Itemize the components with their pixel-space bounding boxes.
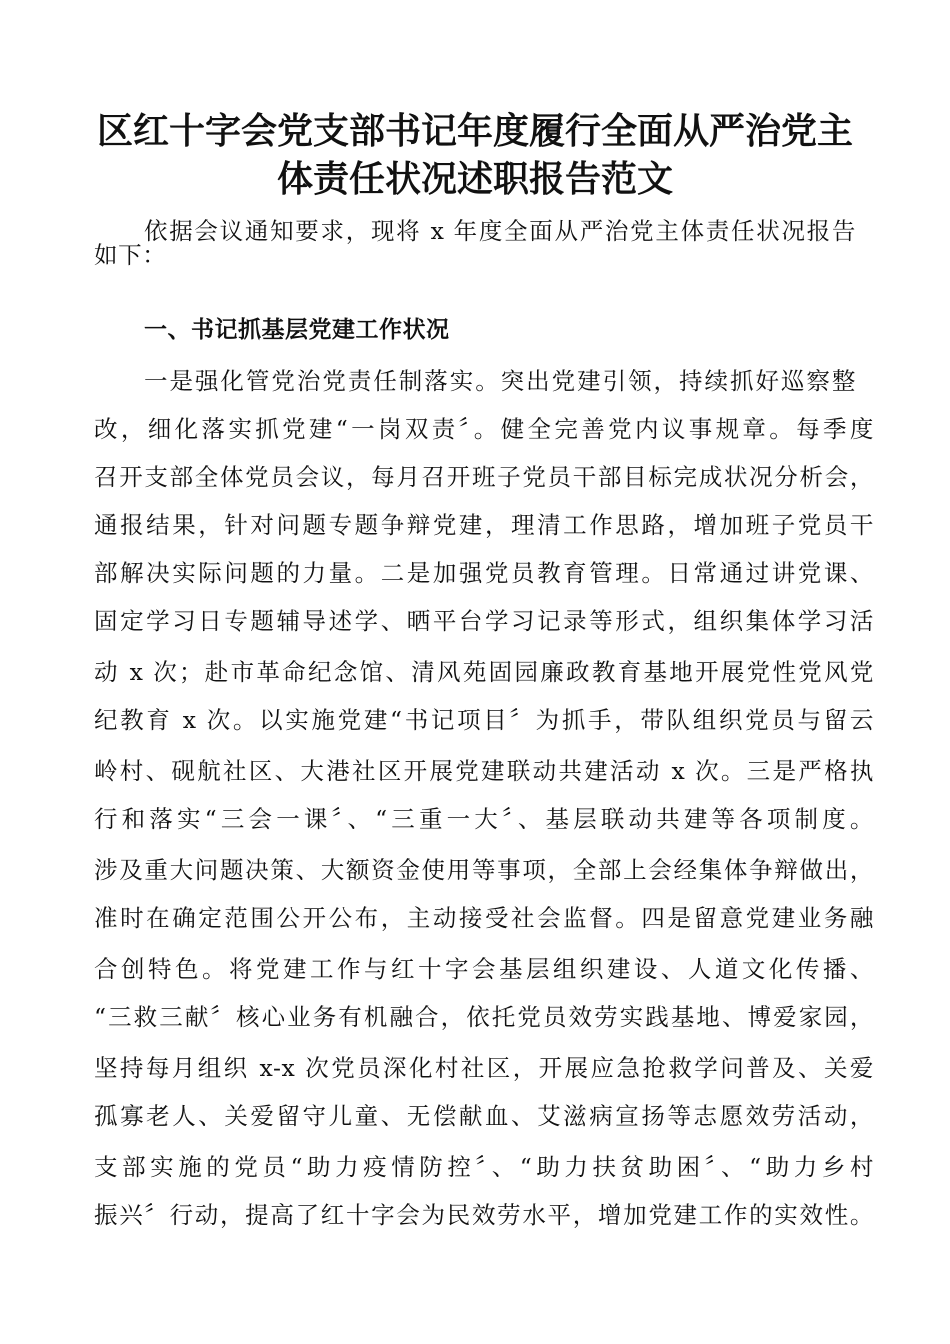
body-line-15: 坚持每月组织 x-x 次党员深化村社区，开展应急抢救学问普及、关爱: [94, 1054, 874, 1082]
body-line-14: “三救三献〞核心业务有机融合，依托党员效劳实践基地、博爱家园，: [94, 1003, 874, 1031]
body-line-16: 孤寡老人、关爱留守儿童、无偿献血、艾滋病宣扬等志愿效劳活动，: [94, 1102, 874, 1130]
title-line-1: 区红十字会党支部书记年度履行全面从严治党主: [96, 111, 853, 152]
body-line-9: 岭村、砚航社区、大港社区开展党建联动共建活动 x 次。三是严格执: [94, 757, 874, 785]
intro-line-1: 依据会议通知要求，现将 x 年度全面从严治党主体责任状况报告: [144, 217, 856, 245]
body-line-8: 纪教育 x 次。以实施党建“书记项目〞为抓手，带队组织党员与留云: [94, 706, 874, 734]
document-title: [95, 108, 855, 204]
body-line-2: 改，细化落实抓党建“一岗双责〞。健全完善党内议事规章。每季度: [94, 415, 874, 443]
body-line-6: 固定学习日专题辅导述学、晒平台学习记录等形式，组织集体学习活: [94, 607, 874, 635]
body-line-12: 准时在确定范围公开公布，主动接受社会监督。四是留意党建业务融: [94, 904, 874, 932]
body-line-7: 动 x 次；赴市革命纪念馆、清风苑固园廉政教育基地开展党性党风党: [94, 658, 874, 686]
body-line-4: 通报结果，针对问题专题争辩党建，理清工作思路，增加班子党员干: [94, 511, 874, 539]
body-line-13: 合创特色。将党建工作与红十字会基层组织建设、人道文化传播、: [94, 955, 874, 983]
body-line-5: 部解决实际问题的力量。二是加强党员教育管理。日常通过讲党课、: [94, 559, 874, 587]
body-line-17: 支部实施的党员“助力疫情防控〞、“助力扶贫助困〞、“助力乡村: [94, 1153, 874, 1181]
body-line-3: 召开支部全体党员会议，每月召开班子党员干部目标完成状况分析会，: [94, 463, 874, 491]
body-line-1: 一是强化管党治党责任制落实。突出党建引领，持续抓好巡察整: [144, 367, 856, 395]
section1-heading: 一、书记抓基层党建工作状况: [144, 317, 450, 343]
title-line-2: 体责任状况述职报告范文: [276, 159, 673, 200]
body-line-18: 振兴〞行动，提高了红十字会为民效劳水平，增加党建工作的实效性。: [94, 1201, 874, 1229]
body-line-11: 涉及重大问题决策、大额资金使用等事项，全部上会经集体争辩做出，: [94, 856, 874, 884]
body-line-10: 行和落实“三会一课〞、“三重一大〞、基层联动共建等各项制度。: [94, 805, 874, 833]
intro-line-2: 如下：: [94, 241, 167, 269]
